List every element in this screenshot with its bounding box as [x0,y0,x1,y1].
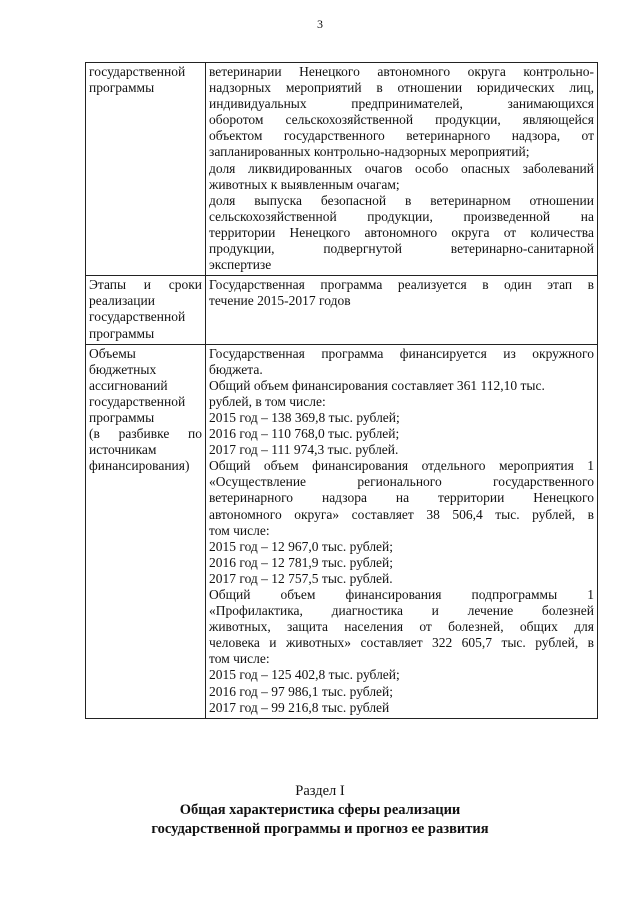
cell-label-line: ассигнований [89,377,168,393]
cell-label-line: государственной [89,64,186,79]
row-label-cell [86,63,206,276]
cell-text-line: 2016 год – 97 986,1 тыс. рублей; [209,683,394,699]
cell-label-line: государственной [89,393,186,409]
cell-text-line: 2015 год – 138 369,8 тыс. рублей; [209,409,400,425]
cell-label-line: государственной [89,309,186,325]
cell-label-line: источникам [89,442,157,458]
section-heading-line: Общая характеристика сферы реализации [179,802,461,818]
cell-text-line: 2017 год – 12 757,5 тыс. рублей. [209,570,393,586]
cell-label-line: финансирования) [89,458,190,474]
cell-label-line: реализации [89,293,155,309]
cell-text-line: запланированных контрольно-надзорных мероприятий; [209,144,530,160]
cell-text-line: Общий объем финансирования составляет 361 112,10 тыс. [209,377,545,393]
row-value-cell [206,344,598,718]
cell-text-line: сельскохозяйственной продукции, произведенной на [209,208,594,224]
cell-text-line: том числе: [209,522,270,538]
cell-text-line: доля выпуска безопасной в ветеринарном отношении [209,192,594,208]
cell-text-line: территории Ненецкого автономного округа от количества [209,224,594,240]
row-value-cell [206,276,598,344]
row-label-cell [86,276,206,344]
cell-label-line: Этапы и сроки [89,277,202,293]
cell-text-line: Общий объем финансирования подпрограммы 1 [209,587,594,602]
cell-text-line: 2015 год – 12 967,0 тыс. рублей; [209,538,394,554]
cell-text-line: 2015 год – 125 402,8 тыс. рублей; [209,667,400,683]
cell-label-line: программы [89,409,155,425]
row-label-cell [86,344,206,718]
table-row-indicators [86,63,598,276]
cell-text-line: ветеринарного надзора на территории Ненецкого [209,490,594,506]
cell-text-line: том числе: [209,651,270,667]
cell-text-line: течение 2015-2017 годов [209,293,351,309]
cell-label-line: Объемы [89,345,136,361]
page-number: 3 [317,17,323,31]
cell-text-line: продукции, подвергнутой ветеринарно-санитарной [209,241,594,257]
cell-label-line: программы [89,325,155,341]
cell-text-line: рублей, в том числе: [209,393,326,409]
cell-label-line: (в разбивке по [89,426,202,442]
cell-text-line: животных к выявленным очагам; [209,176,400,192]
section-title: Раздел I [295,783,345,799]
cell-text-line: животных, защита населения от болезней, общих для [209,619,594,635]
cell-text-line: «Профилактика, диагностика и лечение болезней [209,603,594,619]
cell-text-line: 2017 год – 111 974,3 тыс. рублей. [209,442,399,458]
cell-text-line: Общий объем финансирования отдельного мероприятия 1 [209,458,594,474]
cell-text-line: 2016 год – 110 768,0 тыс. рублей; [209,426,400,442]
cell-text-line: автономного округа» составляет 38 506,4 тыс. рублей, в [209,506,594,522]
cell-text-line: 2016 год – 12 781,9 тыс. рублей; [209,554,394,570]
cell-text-line: «Осуществление регионального государственного [209,474,594,490]
cell-text-line: объектом государственного ветеринарного надзора, от [209,128,594,144]
section-heading [0,801,640,839]
cell-text-line: ветеринарии Ненецкого автономного округа контрольно- [209,64,594,79]
cell-text-line: 2017 год – 99 216,8 тыс. рублей [209,699,390,715]
cell-text-line: индивидуальных предпринимателей, занимающихся [209,96,594,112]
table-row-funding [86,344,598,718]
cell-text-line: Государственная программа финансируется из окружного [209,345,594,361]
cell-text-line: Государственная программа реализуется в один этап в [209,277,594,293]
cell-text-line: экспертизе [209,257,272,273]
program-passport-table [85,62,598,719]
section-heading-line: государственной программы и прогноз ее развития [151,821,489,837]
cell-text-line: доля ликвидированных очагов особо опасных заболеваний [209,160,594,176]
cell-text-line: надзорных мероприятий в отношении юридических лиц, [209,80,594,96]
cell-label-line: программы [89,80,155,96]
cell-text-line: человека и животных» составляет 322 605,7 тыс. рублей, в [209,635,594,651]
row-value-cell [206,63,598,276]
cell-text-line: бюджета. [209,361,263,377]
cell-label-line: бюджетных [89,361,157,377]
cell-text-line: оборотом сельскохозяйственной продукции, являющейся [209,112,594,128]
table-row-stages [86,276,598,344]
